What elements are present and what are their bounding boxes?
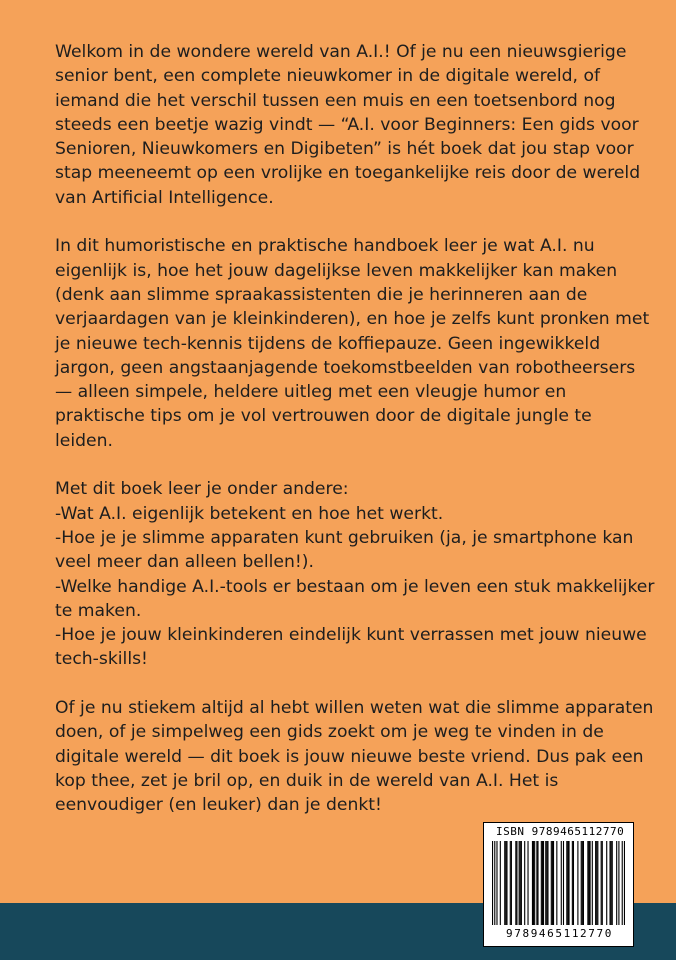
barcode-bar bbox=[553, 841, 554, 925]
barcode-bar bbox=[533, 841, 534, 925]
isbn-label: ISBN 9789465112770 bbox=[496, 825, 625, 838]
barcode-bar bbox=[543, 841, 544, 925]
barcode-bar bbox=[590, 841, 591, 925]
barcode-bar bbox=[527, 841, 528, 925]
barcode-bar bbox=[551, 841, 552, 925]
blurb-text bbox=[55, 40, 655, 818]
barcode-bar bbox=[567, 841, 568, 925]
feature-list-item: -Wat A.I. eigenlijk betekent en hoe het werkt. bbox=[55, 503, 444, 524]
feature-list-item: -Hoe je jouw kleinkinderen eindelijk kunt verrassen met jouw nieuwe tech-skills! bbox=[55, 625, 647, 670]
barcode-bar bbox=[566, 841, 567, 925]
barcode-bar bbox=[521, 841, 522, 925]
barcode-bar bbox=[596, 841, 597, 925]
barcode-bar bbox=[577, 841, 578, 925]
barcode-bar bbox=[519, 841, 520, 925]
barcode-bar bbox=[592, 841, 593, 925]
barcode-bar bbox=[602, 841, 603, 925]
barcode-bar bbox=[546, 841, 547, 925]
barcode-bar bbox=[581, 841, 582, 925]
feature-list-intro: Met dit boek leer je onder andere: bbox=[55, 479, 349, 500]
barcode-bar bbox=[622, 841, 623, 925]
feature-list-item: -Welke handige A.I.-tools er bestaan om je leven een stuk makkelijker te maken. bbox=[55, 576, 655, 621]
barcode-bar bbox=[601, 841, 602, 925]
barcode-bar bbox=[515, 841, 516, 925]
barcode-bar bbox=[516, 841, 517, 925]
barcode-bar bbox=[597, 841, 598, 925]
barcode-bar bbox=[500, 841, 501, 925]
barcode-bar bbox=[552, 841, 553, 925]
barcode-bar bbox=[506, 841, 507, 925]
barcode-bar bbox=[572, 841, 573, 925]
barcode-bar bbox=[606, 841, 607, 925]
barcode-bar bbox=[568, 841, 569, 925]
intro-paragraph: Welkom in de wondere wereld van A.I.! Of je nu een nieuwsgierige senior bent, een complete nieuwkomer in de digitale wereld, of iemand die het verschil tussen een muis en een toetsenbord nog steeds een beetje wazig vindt — “A.I. voor Beginners: Een gids voor Senioren, Nieuwkomers en Digibeten” is hét boek dat jou stap voor stap meeneemt op een vrolijke en toegankelijke reis door de wereld van Artificial Intelligence. bbox=[55, 42, 641, 208]
barcode-bar bbox=[511, 841, 512, 925]
barcode-bar bbox=[612, 841, 613, 925]
barcode-bar bbox=[492, 841, 493, 925]
closing-paragraph: Of je nu stiekem altijd al hebt willen weten wat die slimme apparaten doen, of je simpelweg een gids zoekt om je weg te vinden in de digitale wereld — dit boek is jouw nieuwe beste vriend. Dus pak een kop thee, zet je bril op, en duik in de wereld van A.I. Het is eenvoudiger (en leuker) dan je denkt! bbox=[55, 698, 654, 816]
feature-list-item: -Hoe je je slimme apparaten kunt gebruiken (ja, je smartphone kan veel meer dan alleen bellen!). bbox=[55, 527, 634, 573]
isbn-barcode bbox=[483, 822, 634, 947]
description-paragraph: In dit humoristische en praktische handboek leer je wat A.I. nu eigenlijk is, hoe het jouw dagelijkse leven makkelijker kan maken (denk aan slimme spraakassistenten die je herinneren aan de verjaardagen van je kleinkinderen), en hoe je zelfs kunt pronken met je nieuwe tech-kennis tijdens de koffiepauze. Geen ingewikkeld jargon, geen angstaanjagende toekomstbeelden van robotheersers — alleen simpele, heldere uitleg met een vleugje humor en praktische tips om je vol vertrouwen door de digitale jungle te leiden. bbox=[55, 236, 650, 451]
barcode-bar bbox=[520, 841, 521, 925]
isbn-digits: 9789465112770 bbox=[506, 927, 613, 940]
barcode-bar bbox=[595, 841, 596, 925]
barcode-bar bbox=[504, 841, 505, 925]
barcode-bar bbox=[583, 841, 584, 925]
barcode-bar bbox=[556, 841, 557, 925]
barcode-bar bbox=[532, 841, 533, 925]
barcode-bar bbox=[624, 841, 625, 925]
barcode-bar bbox=[547, 841, 548, 925]
barcode-bar bbox=[494, 841, 495, 925]
barcode-bars bbox=[492, 841, 625, 925]
barcode-bar bbox=[611, 841, 612, 925]
barcode-bar bbox=[573, 841, 574, 925]
barcode-bar bbox=[536, 841, 537, 925]
barcode-bar bbox=[588, 841, 589, 925]
barcode-bar bbox=[587, 841, 588, 925]
barcode-bar bbox=[609, 841, 610, 925]
barcode-bar bbox=[582, 841, 583, 925]
barcode-bar bbox=[505, 841, 506, 925]
barcode-bar bbox=[563, 841, 564, 925]
barcode-bar bbox=[537, 841, 538, 925]
barcode-bar bbox=[541, 841, 542, 925]
barcode-bar bbox=[496, 841, 497, 925]
barcode-bar bbox=[545, 841, 546, 925]
feature-list bbox=[55, 477, 655, 671]
barcode-bar bbox=[561, 841, 562, 925]
barcode-bar bbox=[510, 841, 511, 925]
barcode-bar bbox=[524, 841, 525, 925]
barcode-bar bbox=[534, 841, 535, 925]
barcode-bar bbox=[616, 841, 617, 925]
barcode-bar bbox=[542, 841, 543, 925]
barcode-bar bbox=[618, 841, 619, 925]
